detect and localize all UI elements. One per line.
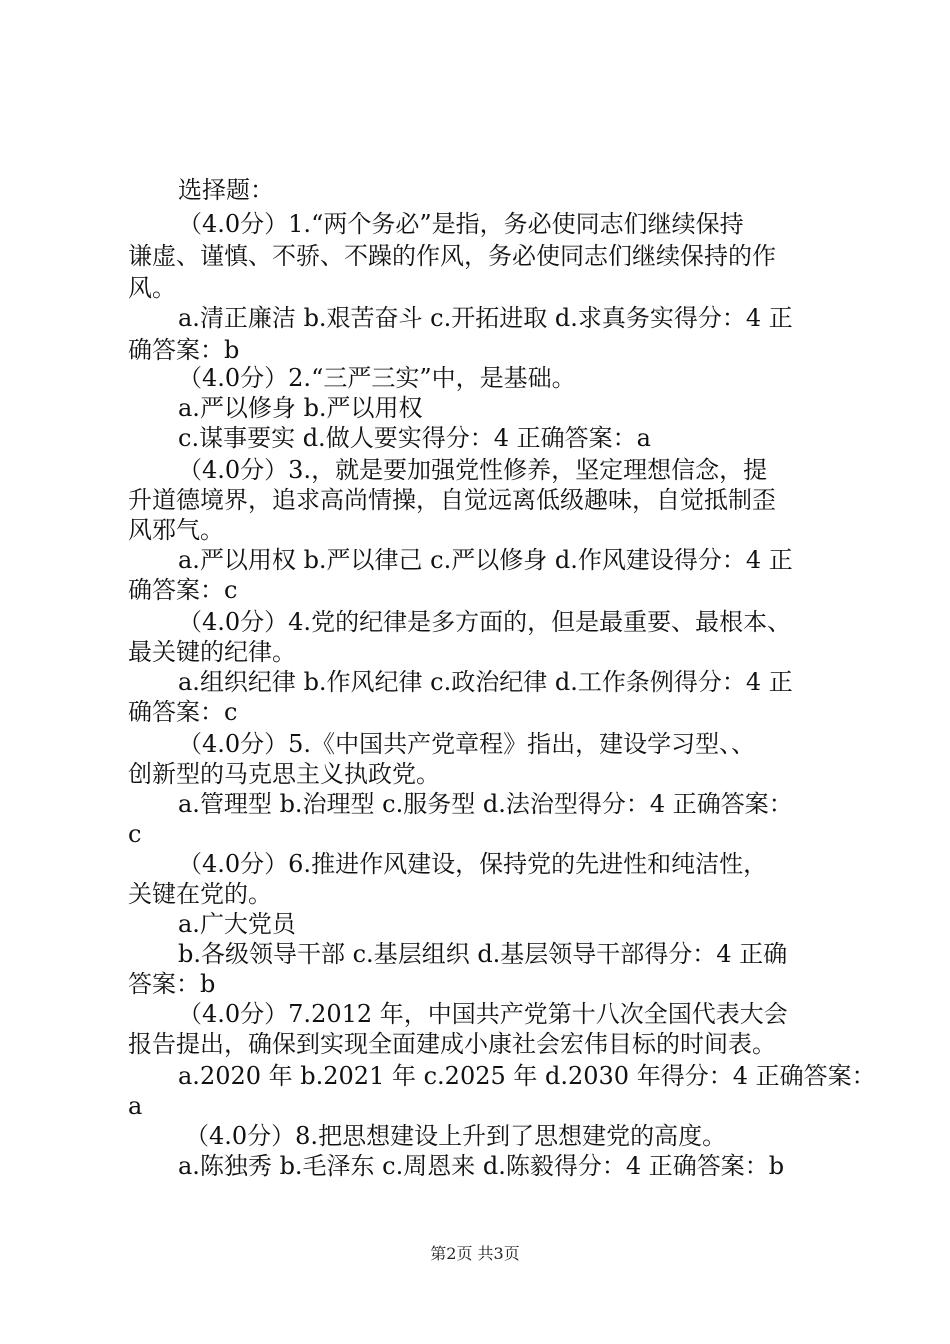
question-1-options: a.清正廉洁 b.艰苦奋斗 c.开拓进取 d.求真务实得分：4 正 [178,304,793,332]
question-2-options-1: a.严以修身 b.严以用权 [178,394,423,422]
question-7-line-1: （4.0分）7.2012 年，中国共产党第十八次全国代表大会 [178,1000,788,1028]
question-3-line-1: （4.0分）3.，就是要加强党性修养，坚定理想信念，提 [178,456,768,484]
question-6-line-1: （4.0分）6.推进作风建设，保持党的先进性和纯洁性， [178,850,768,878]
question-7-options: a.2020 年 b.2021 年 c.2025 年 d.2030 年得分：4 正确答案： [178,1062,876,1090]
question-4-options: a.组织纪律 b.作风纪律 c.政治纪律 d.工作条例得分：4 正 [178,668,793,696]
question-3-answer: 确答案：c [128,576,238,604]
question-6-options-2: b.各级领导干部 c.基层组织 d.基层领导干部得分：4 正确 [178,940,788,968]
question-5-options: a.管理型 b.治理型 c.服务型 d.法治型得分：4 正确答案： [178,790,793,818]
question-6-options-1: a.广大党员 [178,910,296,938]
question-2-line-1: （4.0分）2.“三严三实”中，是基础。 [178,364,576,392]
question-3-options: a.严以用权 b.严以律己 c.严以修身 d.作风建设得分：4 正 [178,546,793,574]
question-2-options-2: c.谋事要实 d.做人要实得分：4 正确答案：a [178,424,651,452]
question-8-options: a.陈独秀 b.毛泽东 c.周恩来 d.陈毅得分：4 正确答案：b [178,1152,785,1180]
question-3-line-3: 风邪气。 [128,516,224,544]
question-7-line-2: 报告提出，确保到实现全面建成小康社会宏伟目标的时间表。 [128,1030,776,1058]
question-3-line-2: 升道德境界，追求高尚情操，自觉远离低级趣味，自觉抵制歪 [128,486,776,514]
question-1-line-3: 风。 [128,274,176,302]
question-6-line-2: 关键在党的。 [128,880,272,908]
question-7-answer: a [128,1092,143,1120]
question-6-answer: 答案：b [128,970,216,998]
question-5-line-2: 创新型的马克思主义执政党。 [128,760,440,788]
question-4-line-2: 最关键的纪律。 [128,638,296,666]
question-1-answer: 确答案：b [128,336,240,364]
question-4-answer: 确答案：c [128,698,238,726]
section-heading: 选择题： [178,176,274,204]
question-5-answer: c [128,820,142,848]
question-8-line-1: （4.0分）8.把思想建设上升到了思想建党的高度。 [185,1122,727,1150]
page-footer: 第2页 共3页 [430,1244,520,1263]
question-1-line-2: 谦虚、谨慎、不骄、不躁的作风，务必使同志们继续保持的作 [128,242,776,270]
question-5-line-1: （4.0分）5.《中国共产党章程》指出，建设学习型、、 [178,730,756,758]
question-4-line-1: （4.0分）4.党的纪律是多方面的，但是最重要、最根本、 [178,608,792,636]
question-1-line-1: （4.0分）1.“两个务必”是指，务必使同志们继续保持 [178,210,744,238]
